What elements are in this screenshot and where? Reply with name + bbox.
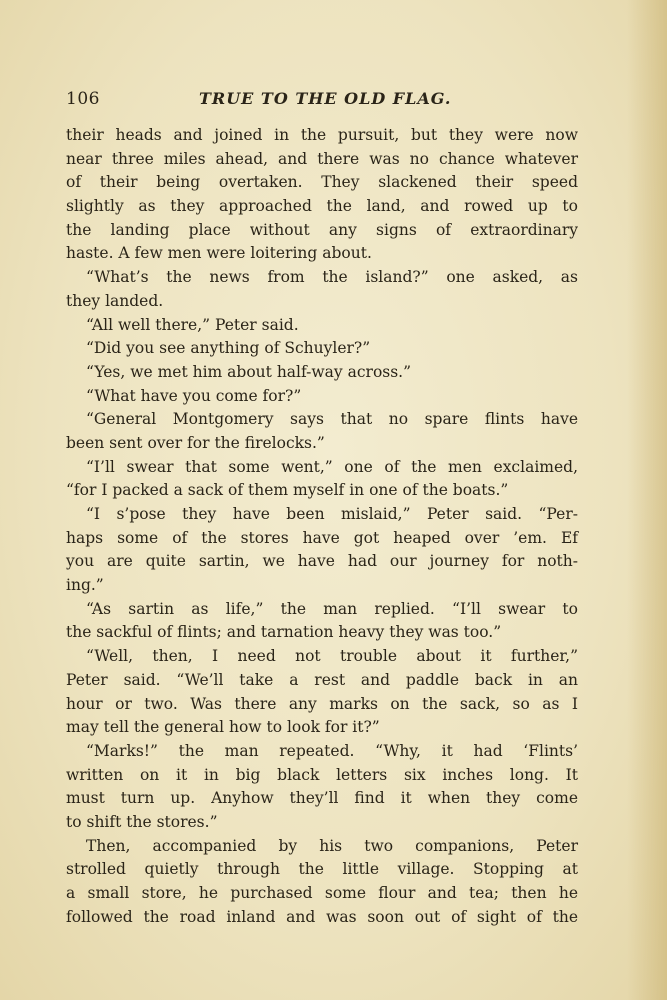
text-line: “What have you come for?” [86,386,302,405]
text-line: Peter said. “We’ll take a rest and paddle back in an [66,670,578,689]
text-line: haps some of the stores have got heaped over ’em. Ef [66,528,578,547]
text-line: may tell the general how to look for it?” [66,718,380,737]
text-line: to shift the stores.” [66,812,218,831]
text-line: “Did you see anything of Schuyler?” [86,339,371,358]
text-line: must turn up. Anyhow they’ll find it when they come [66,789,578,808]
page-number: 106 [66,89,100,109]
text-line: the landing place without any signs of extraordinary [66,220,578,239]
text-line: been sent over for the firelocks.” [66,433,325,452]
text-line: “Yes, we met him about half-way across.” [86,362,412,381]
running-title: TRUE TO THE OLD FLAG. [199,89,452,108]
body-text [66,124,578,929]
text-line: “All well there,” Peter said. [86,315,299,334]
text-line: strolled quietly through the little village. Stopping at [66,860,578,879]
text-line: “for I packed a sack of them myself in one of the boats.” [66,481,509,500]
text-line: of their being overtaken. They slackened their speed [66,173,578,192]
text-line: near three miles ahead, and there was no chance whatever [66,149,578,168]
text-line: they landed. [66,291,164,310]
text-line: followed the road inland and was soon out of sight of the [66,907,578,926]
page-header [66,89,578,115]
text-line: written on it in big black letters six inches long. It [66,765,578,784]
text-line: Then, accompanied by his two companions, Peter [86,836,578,855]
text-line: you are quite sartin, we have had our journey for noth- [66,552,578,571]
text-line: haste. A few men were loitering about. [66,244,372,263]
text-line: a small store, he purchased some flour and tea; then he [66,884,578,902]
text-line: the sackful of flints; and tarnation heavy they was too.” [66,623,502,642]
text-line: “Well, then, I need not trouble about it further,” [86,647,578,666]
text-line: “I’ll swear that some went,” one of the men exclaimed, [86,457,578,476]
text-line: “I s’pose they have been mislaid,” Peter said. “Per- [86,505,578,523]
text-line: “What’s the news from the island?” one asked, as [86,268,578,287]
text-line: “As sartin as life,” the man replied. “I’ll swear to [86,599,578,618]
text-line: “General Montgomery says that no spare flints have [86,410,578,429]
text-line: slightly as they approached the land, and rowed up to [66,197,578,216]
text-line: hour or two. Was there any marks on the sack, so as I [66,694,578,713]
text-line: their heads and joined in the pursuit, but they were now [66,126,578,144]
text-line: ing.” [66,576,104,595]
page-edge-shadow [627,0,667,1000]
text-line: “Marks!” the man repeated. “Why, it had ‘Flints’ [86,741,578,760]
